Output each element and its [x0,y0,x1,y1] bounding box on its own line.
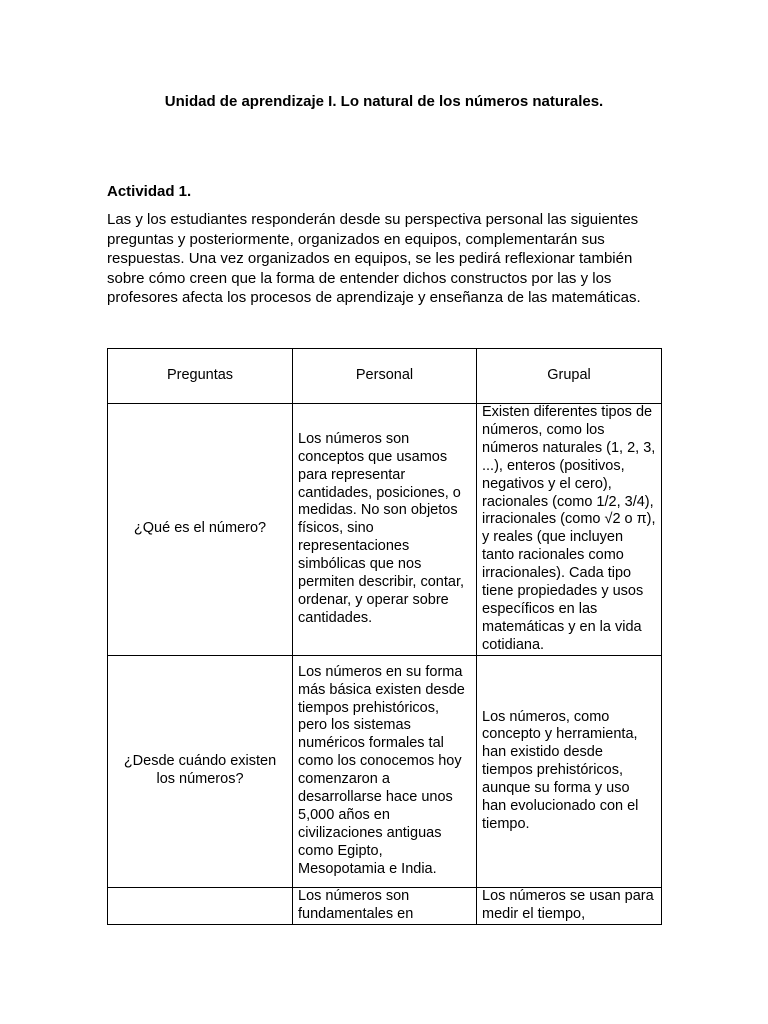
table-row [108,887,662,924]
personal-answer-cell: Los números son conceptos que usamos para representar cantidades, posiciones, o medidas. No son objetos físicos, sino representaciones simbólicas que nos permiten describir, contar, ordenar, y operar sobre cantidades. [293,404,477,656]
group-answer-cell: Los números se usan para medir el tiempo, [477,887,662,924]
table-row [108,655,662,887]
personal-answer-cell: Los números en su forma más básica existen desde tiempos prehistóricos, pero los sistemas numéricos formales tal como los conocemos hoy comenzaron a desarrollarse hace unos 5,000 años en civilizaciones antiguas como Egipto, Mesopotamia e India. [293,655,477,887]
header-preguntas: Preguntas [108,349,293,404]
group-answer-cell: Existen diferentes tipos de números, como los números naturales (1, 2, 3, ...), enteros (positivos, negativos y el cero), racionales (como 1/2, 3/4), irracionales (como √2 o π), y reales (que incluyen tanto racionales como irracionales). Cada tipo tiene propiedades y usos específicos en las matemáticas y en la vida cotidiana. [477,404,662,656]
table-row [108,404,662,656]
intro-paragraph: Las y los estudiantes responderán desde su perspectiva personal las siguientes preguntas y posteriormente, organizados en equipos, complementarán sus respuestas. Una vez organizados en equipos, se les pedirá reflexionar también sobre cómo creen que la forma de entender dichos constructos por las y los profesores afecta los procesos de aprendizaje y enseñanza de las matemáticas. [107,211,641,307]
question-cell [108,887,293,924]
personal-answer-cell: Los números son fundamentales en [293,887,477,924]
question-cell: ¿Qué es el número? [108,404,293,656]
group-answer-cell: Los números, como concepto y herramienta, han existido desde tiempos prehistóricos, aunque su forma y uso han evolucionado con el tiempo. [477,655,662,887]
document-title: Unidad de aprendizaje I. Lo natural de los números naturales. [164,93,604,110]
header-grupal: Grupal [477,349,662,404]
header-personal: Personal [293,349,477,404]
questions-table [107,348,662,925]
activity-heading: Actividad 1. [107,183,192,200]
question-cell: ¿Desde cuándo existen los números? [108,655,293,887]
table-header-row [108,349,662,404]
